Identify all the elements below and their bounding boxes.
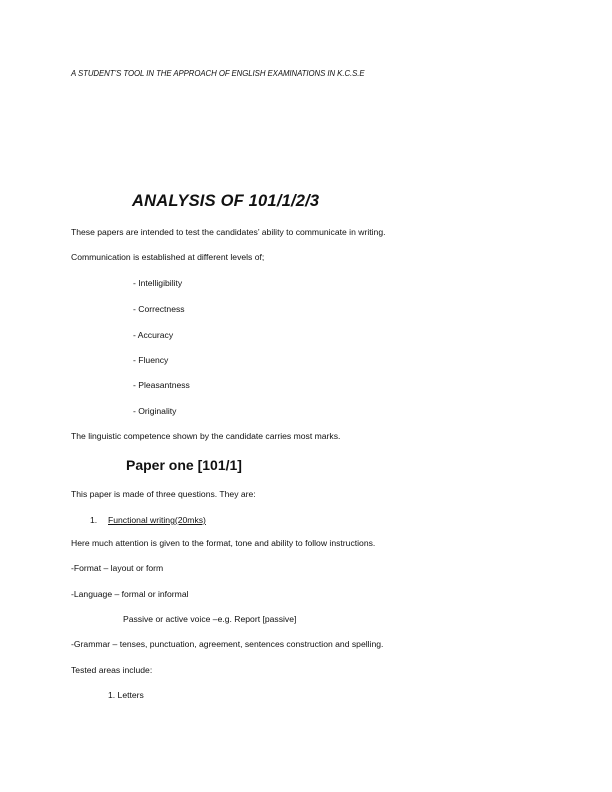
list-item: - Pleasantness bbox=[133, 380, 190, 390]
competence-note: The linguistic competence shown by the candidate carries most marks. bbox=[71, 431, 341, 441]
levels-intro: Communication is established at different levels of; bbox=[71, 252, 265, 262]
attention-note: Here much attention is given to the format, tone and ability to follow instructions. bbox=[71, 538, 376, 548]
voice-line: Passive or active voice –e.g. Report [passive] bbox=[123, 614, 297, 624]
running-header: A STUDENT’S TOOL IN THE APPROACH OF ENGLISH EXAMINATIONS IN K.C.S.E bbox=[71, 69, 365, 78]
list-item: - Accuracy bbox=[133, 330, 174, 340]
intro-paragraph: These papers are intended to test the candidates’ ability to communicate in writing. bbox=[71, 227, 386, 237]
list-number: 1. bbox=[90, 515, 98, 525]
list-item: - Intelligibility bbox=[133, 278, 183, 288]
tested-areas-intro: Tested areas include: bbox=[71, 665, 153, 675]
language-line: -Language – formal or informal bbox=[71, 589, 189, 599]
list-item: 1. Letters bbox=[108, 690, 144, 700]
grammar-line: -Grammar – tenses, punctuation, agreement, sentences construction and spelling. bbox=[71, 639, 384, 649]
list-item: - Fluency bbox=[133, 355, 169, 365]
format-line: -Format – layout or form bbox=[71, 563, 164, 573]
section-heading: Paper one [101/1] bbox=[126, 457, 242, 473]
page-title: ANALYSIS OF 101/1/2/3 bbox=[132, 192, 320, 210]
question-title: Functional writing(20mks) bbox=[108, 515, 206, 525]
list-item: - Correctness bbox=[133, 304, 185, 314]
section-intro: This paper is made of three questions. They are: bbox=[71, 489, 256, 499]
list-item: - Originality bbox=[133, 406, 177, 416]
